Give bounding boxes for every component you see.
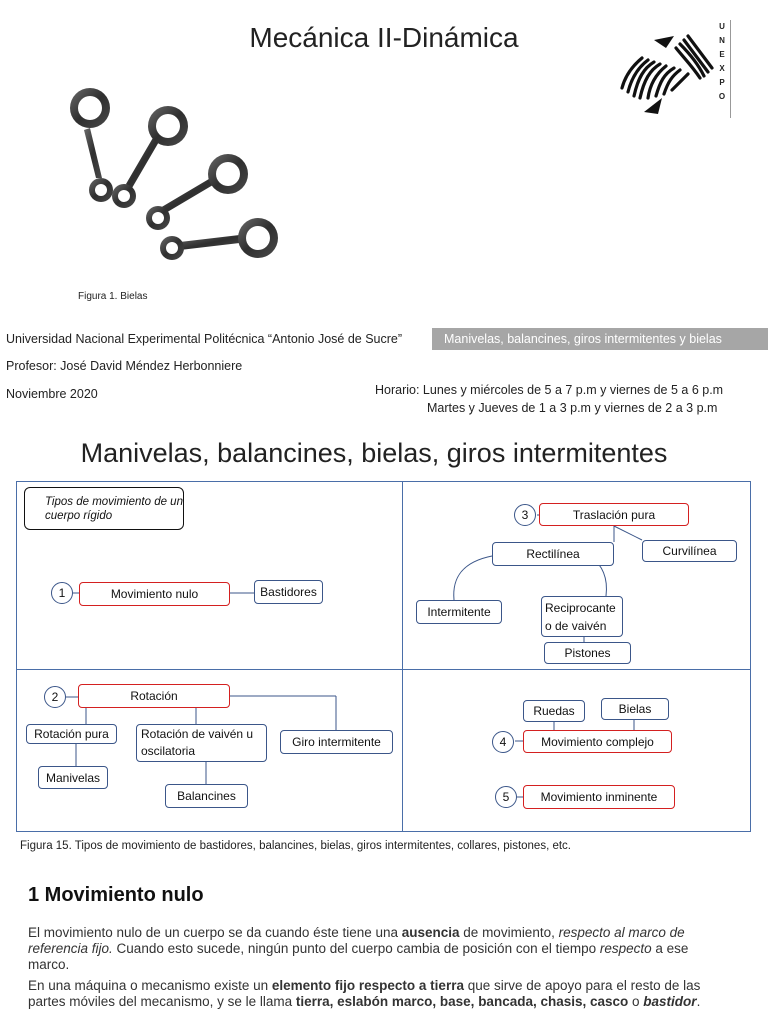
movimiento-inminente-box: Movimiento inminente: [523, 785, 675, 809]
manivelas-box: Manivelas: [38, 766, 108, 789]
giro-intermitente-box: Giro intermitente: [280, 730, 393, 754]
professor-name: Profesor: José David Méndez Herbonniere: [6, 359, 243, 373]
rectilinea-box: Rectilínea: [492, 542, 614, 566]
movimiento-nulo-box: Movimiento nulo: [79, 582, 230, 606]
logo-letters: U N E X P O: [718, 22, 726, 101]
bastidores-box: Bastidores: [254, 580, 323, 604]
schedule-line-2: Martes y Jueves de 1 a 3 p.m y viernes de 2 a 3 p.m: [427, 401, 718, 415]
connecting-rods-image: [68, 78, 288, 288]
pistones-box: Pistones: [544, 642, 631, 664]
curvilinea-box: Curvilínea: [642, 540, 737, 562]
section-1-heading: 1 Movimiento nulo: [28, 884, 204, 906]
document-title: Mecánica II-Dinámica: [249, 22, 519, 53]
logo-divider: [730, 20, 731, 118]
unexpo-logo: [614, 18, 764, 118]
rotacion-vaiven-box: Rotación de vaivén u oscilatoria: [136, 724, 267, 762]
bielas-box: Bielas: [601, 698, 669, 720]
university-name: Universidad Nacional Experimental Politécnica “Antonio José de Sucre”: [6, 332, 403, 346]
tipos-movimiento-box: Tipos de movimiento de un cuerpo rígido: [24, 487, 184, 530]
number-4-circle: 4: [492, 731, 514, 753]
number-1-circle: 1: [51, 582, 73, 604]
ruedas-box: Ruedas: [523, 700, 585, 722]
intermitente-box: Intermitente: [416, 600, 502, 624]
figure-15-caption: Figura 15. Tipos de movimiento de bastidores, balancines, bielas, giros intermitentes, collares, pistones, etc.: [20, 840, 572, 852]
number-3-circle: 3: [514, 504, 536, 526]
traslacion-pura-box: Traslación pura: [539, 503, 689, 526]
rotacion-box: Rotación: [78, 684, 230, 708]
paragraph-2: En una máquina o mecanismo existe un elemento fijo respecto a tierra que sirve de apoyo para el resto de las partes móviles del mecanismo, y se le llama tierra, eslabón marco, base, bancada, chasis, casco o bastidor.: [28, 978, 701, 1009]
topic-banner: Manivelas, balancines, giros intermitentes y bielas: [432, 328, 768, 350]
diagram-horizontal-divider: [16, 669, 751, 670]
figure-1-caption: Figura 1. Bielas: [78, 291, 148, 302]
balancines-box: Balancines: [165, 784, 248, 808]
schedule-line-1: Horario: Lunes y miércoles de 5 a 7 p.m y viernes de 5 a 6 p.m: [375, 383, 724, 397]
reciprocante-box: Reciprocante o de vaivén: [541, 596, 623, 637]
movimiento-complejo-box: Movimiento complejo: [523, 730, 672, 753]
rotacion-pura-box: Rotación pura: [26, 724, 117, 744]
date-text: Noviembre 2020: [6, 387, 98, 401]
paragraph-1: El movimiento nulo de un cuerpo se da cuando éste tiene una ausencia de movimiento, respecto al marco de referencia fijo. Cuando esto sucede, ningún punto del cuerpo cambia de posición con el tiempo respecto a ese marco.: [28, 925, 689, 972]
diagram-vertical-divider: [402, 481, 403, 832]
section-title: Manivelas, balancines, bielas, giros intermitentes: [80, 438, 668, 468]
motion-types-diagram: [16, 481, 751, 832]
number-5-circle: 5: [495, 786, 517, 808]
number-2-circle: 2: [44, 686, 66, 708]
